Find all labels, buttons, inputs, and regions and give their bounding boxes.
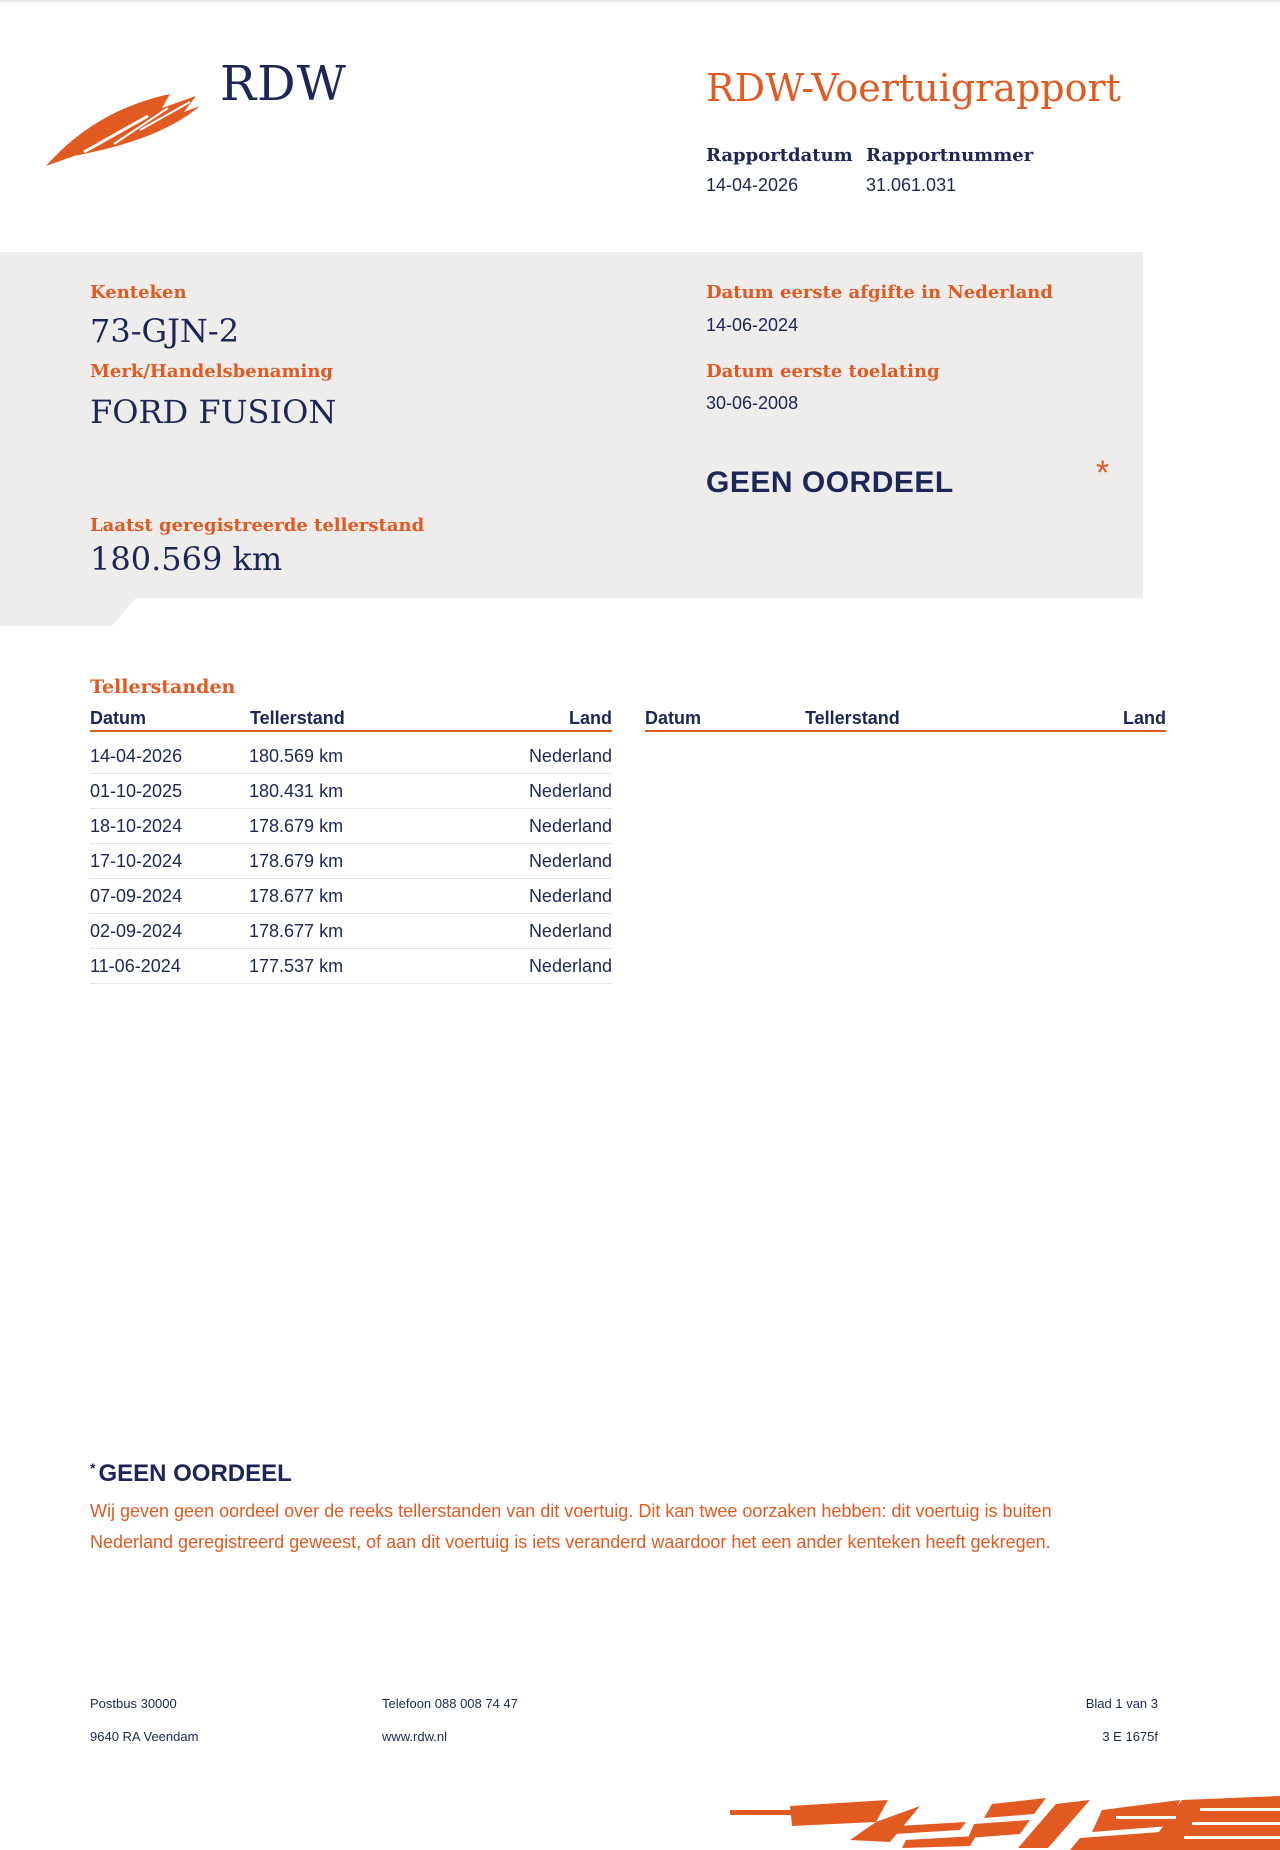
report-date-label: Rapportdatum (706, 145, 853, 166)
footer-address-line2: 9640 RA Veendam (90, 1729, 199, 1744)
table-row (90, 738, 612, 774)
readings-section-title: Tellerstanden (90, 676, 236, 698)
row-reading: 177.537 km (249, 956, 344, 976)
rdw-logo-icon (44, 86, 204, 170)
note-title (90, 1460, 292, 1488)
brand-name: RDW (220, 56, 347, 112)
odometer-label: Laatst geregistreerde tellerstand (90, 515, 425, 536)
row-country: Nederland (528, 746, 612, 766)
table-row (90, 843, 612, 879)
row-country: Nederland (528, 816, 612, 836)
row-country: Nederland (528, 956, 612, 976)
row-reading: 178.677 km (249, 886, 344, 906)
make-label: Merk/Handelsbenaming (90, 361, 334, 382)
report-date-value: 14-04-2026 (706, 175, 799, 195)
row-country: Nederland (528, 886, 612, 906)
footer-document-code: 3 E 1675f (1102, 1729, 1158, 1744)
panel-notch (0, 598, 140, 626)
table-row (90, 913, 612, 949)
row-reading: 180.569 km (249, 746, 344, 766)
report-number-label: Rapportnummer (866, 145, 1034, 166)
table-row (90, 878, 612, 914)
footer-stripes-graphic (730, 1796, 1280, 1850)
verdict-text: GEEN OORDEEL (706, 466, 954, 499)
table-header-rule (90, 730, 612, 732)
row-date: 02-09-2024 (90, 921, 183, 941)
plate-label: Kenteken (90, 282, 187, 303)
row-country: Nederland (528, 921, 612, 941)
report-number-value: 31.061.031 (866, 175, 957, 195)
table2-header-country: Land (1123, 708, 1166, 728)
note-asterisk: * (90, 1460, 96, 1476)
table-header-date: Datum (90, 708, 147, 728)
row-date: 18-10-2024 (90, 816, 183, 836)
row-reading: 180.431 km (249, 781, 344, 801)
first-nl-label: Datum eerste afgifte in Nederland (706, 282, 1053, 303)
first-nl-value: 14-06-2024 (706, 315, 799, 335)
top-divider (0, 0, 1280, 2)
row-country: Nederland (528, 851, 612, 871)
table-row (90, 773, 612, 809)
row-country: Nederland (528, 781, 612, 801)
note-body: Wij geven geen oordeel over de reeks tellerstanden van dit voertuig. Dit kan twee oorzaken hebben: dit voertuig is buiten Nederland geregistreerd geweest, of aan dit voertuig is iets veranderd waardoor het een ander kenteken heeft gekregen. (90, 1501, 1052, 1552)
footer-phone: Telefoon 088 008 74 47 (382, 1696, 518, 1711)
table-row (90, 948, 612, 984)
row-reading: 178.677 km (249, 921, 344, 941)
footer-page-number: Blad 1 van 3 (1085, 1696, 1158, 1711)
row-reading: 178.679 km (249, 816, 344, 836)
note-title-text: GEEN OORDEEL (98, 1460, 292, 1487)
footer-address-line1: Postbus 30000 (90, 1696, 177, 1711)
table2-header-reading: Tellerstand (805, 708, 900, 728)
table-header-reading: Tellerstand (250, 708, 345, 728)
first-admission-value: 30-06-2008 (706, 393, 799, 413)
footer-website[interactable]: www.rdw.nl (382, 1729, 448, 1744)
verdict-asterisk: * (1096, 454, 1110, 492)
row-date: 11-06-2024 (90, 956, 181, 976)
plate-value: 73-GJN-2 (90, 312, 240, 350)
first-admission-label: Datum eerste toelating (706, 361, 940, 382)
row-reading: 178.679 km (249, 851, 344, 871)
odometer-value: 180.569 km (90, 540, 283, 578)
table2-header-rule (645, 730, 1166, 732)
make-value: FORD FUSION (90, 393, 337, 431)
table2-header-date: Datum (645, 708, 702, 728)
row-date: 01-10-2025 (90, 781, 183, 801)
table-row (90, 808, 612, 844)
table-header-country: Land (569, 708, 612, 728)
row-date: 07-09-2024 (90, 886, 183, 906)
row-date: 14-04-2026 (90, 746, 183, 766)
report-title: RDW-Voertuigrapport (706, 66, 1121, 110)
row-date: 17-10-2024 (90, 851, 183, 871)
